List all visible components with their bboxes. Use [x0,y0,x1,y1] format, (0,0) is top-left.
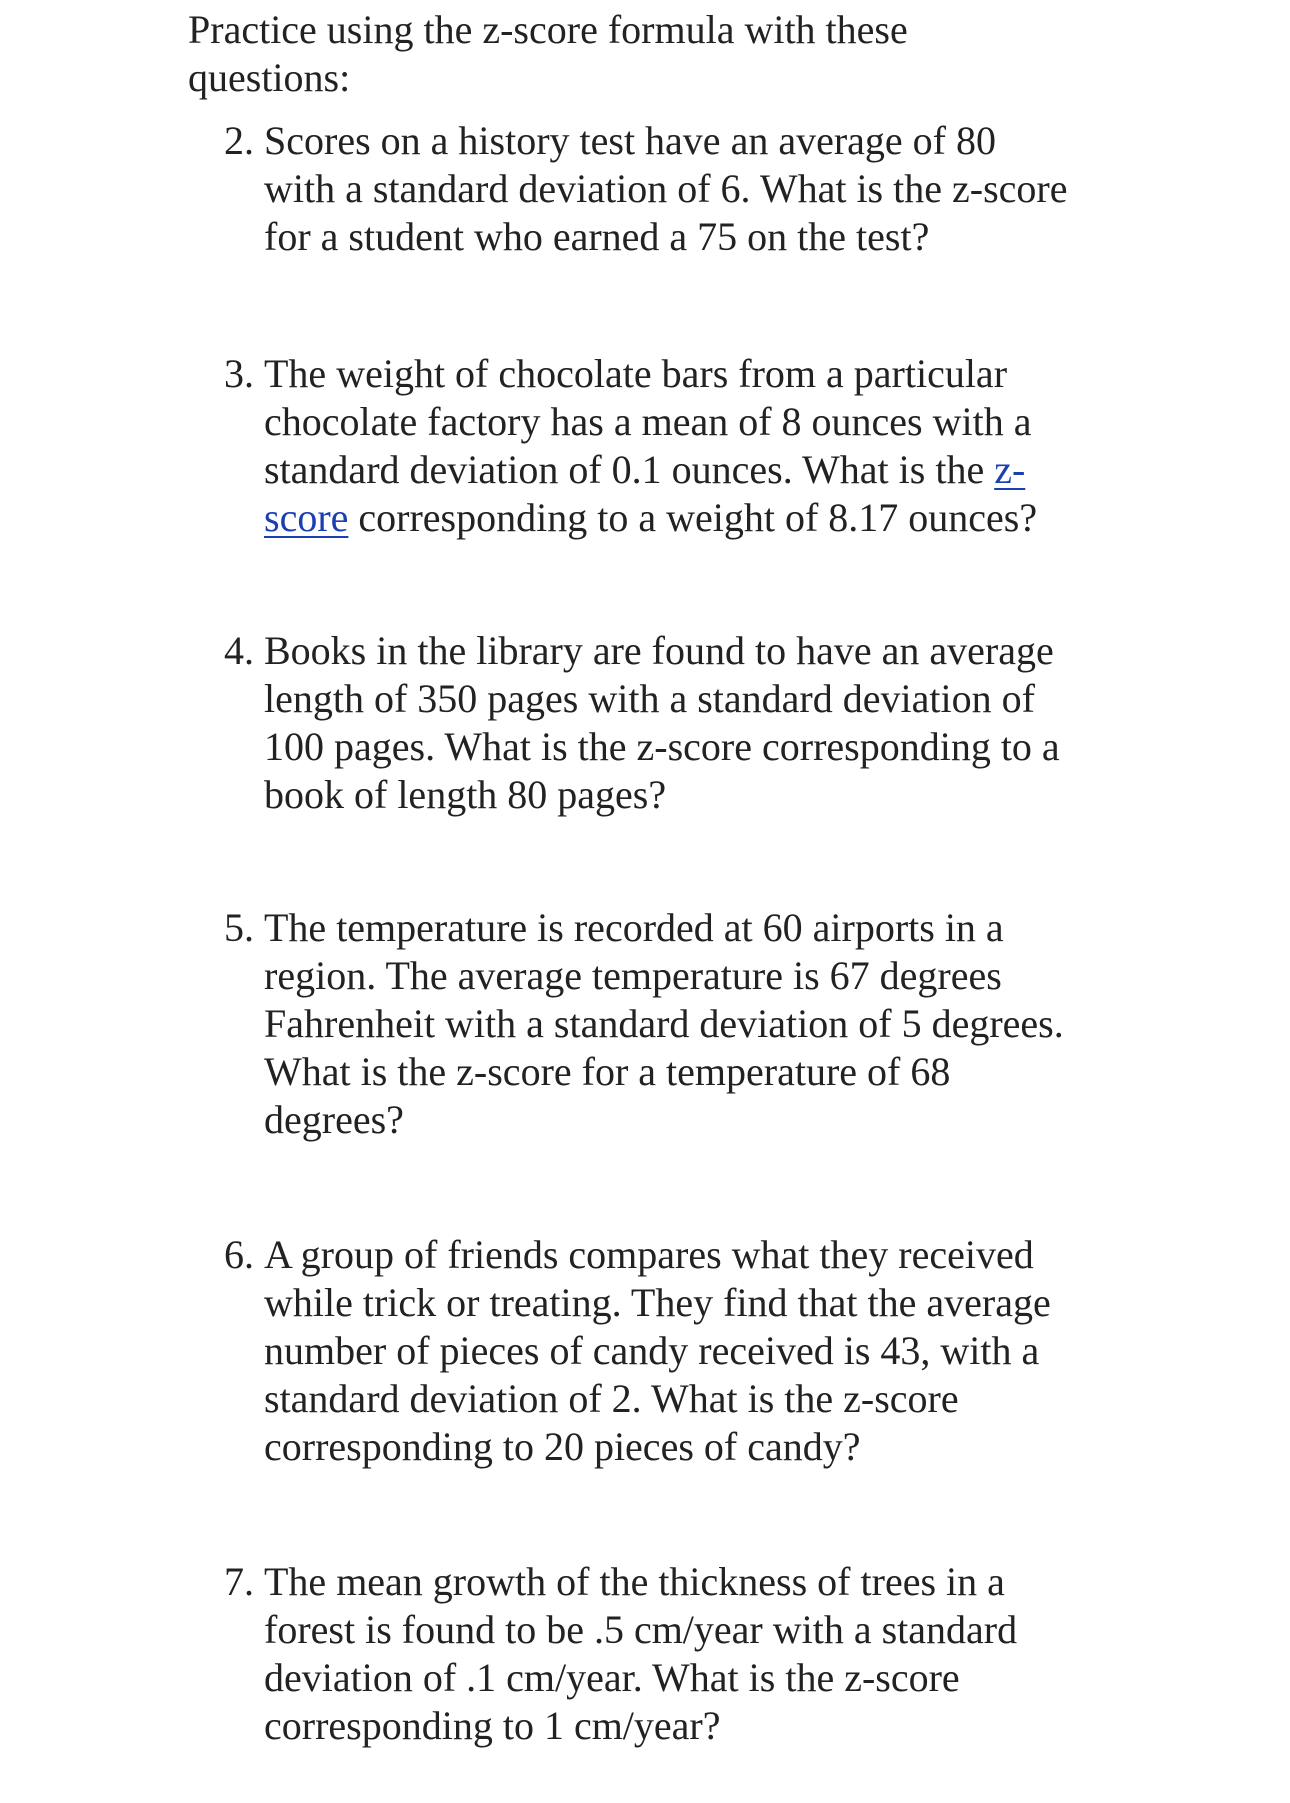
question-line: forest is found to be .5 cm/year with a standard [264,1607,1018,1652]
z-score-link-part-2[interactable]: score [264,495,349,540]
question-line: chocolate factory has a mean of 8 ounces with a [264,399,1032,444]
question-line: Books in the library are found to have an average [264,628,1054,673]
question-line: The mean growth of the thickness of trees in a [264,1559,1005,1604]
question-line: The weight of chocolate bars from a particular [264,351,1008,396]
question-number: 4. [224,628,254,673]
question-text [264,350,1104,542]
question-5 [224,904,1104,1144]
question-line [264,446,1104,494]
question-text [264,1231,1104,1471]
question-line: number of pieces of candy received is 43, with a [264,1328,1040,1373]
question-line-text: standard deviation of 0.1 ounces. What is the [264,447,995,492]
question-3 [224,350,1104,542]
question-line: standard deviation of 2. What is the z-score [264,1376,959,1421]
question-line: corresponding to 20 pieces of candy? [264,1424,861,1469]
question-6 [224,1231,1104,1471]
question-line: A group of friends compares what they received [264,1232,1034,1277]
question-number: 3. [224,351,254,396]
question-line: length of 350 pages with a standard deviation of [264,676,1035,721]
question-number: 7. [224,1559,254,1604]
question-text [264,904,1104,1144]
intro-text [188,6,1088,102]
z-score-link-part-1[interactable]: z- [994,447,1026,492]
question-line: deviation of .1 cm/year. What is the z-score [264,1655,960,1700]
question-line: degrees? [264,1097,404,1142]
question-line: book of length 80 pages? [264,772,667,817]
question-text [264,1558,1104,1750]
question-line: 100 pages. What is the z-score corresponding to a [264,724,1060,769]
question-text [264,627,1104,819]
question-line: corresponding to 1 cm/year? [264,1703,721,1748]
question-line: What is the z-score for a temperature of 68 [264,1049,951,1094]
question-line [264,494,1104,542]
question-4 [224,627,1104,819]
question-line: for a student who earned a 75 on the test? [264,214,930,259]
question-line: while trick or treating. They find that the average [264,1280,1051,1325]
question-number: 2. [224,118,254,163]
intro-line-1: Practice using the z-score formula with these [188,7,908,52]
question-line: region. The average temperature is 67 degrees [264,953,1002,998]
question-line: The temperature is recorded at 60 airports in a [264,905,1004,950]
question-line-text: corresponding to a weight of 8.17 ounces? [348,495,1038,540]
question-7 [224,1558,1104,1750]
question-text [264,117,1104,261]
question-line: with a standard deviation of 6. What is the z-score [264,166,1068,211]
question-line: Scores on a history test have an average of 80 [264,118,996,163]
question-2 [224,117,1104,261]
question-number: 6. [224,1232,254,1277]
intro-line-2: questions: [188,55,351,100]
question-number: 5. [224,905,254,950]
question-line: Fahrenheit with a standard deviation of 5 degrees. [264,1001,1064,1046]
